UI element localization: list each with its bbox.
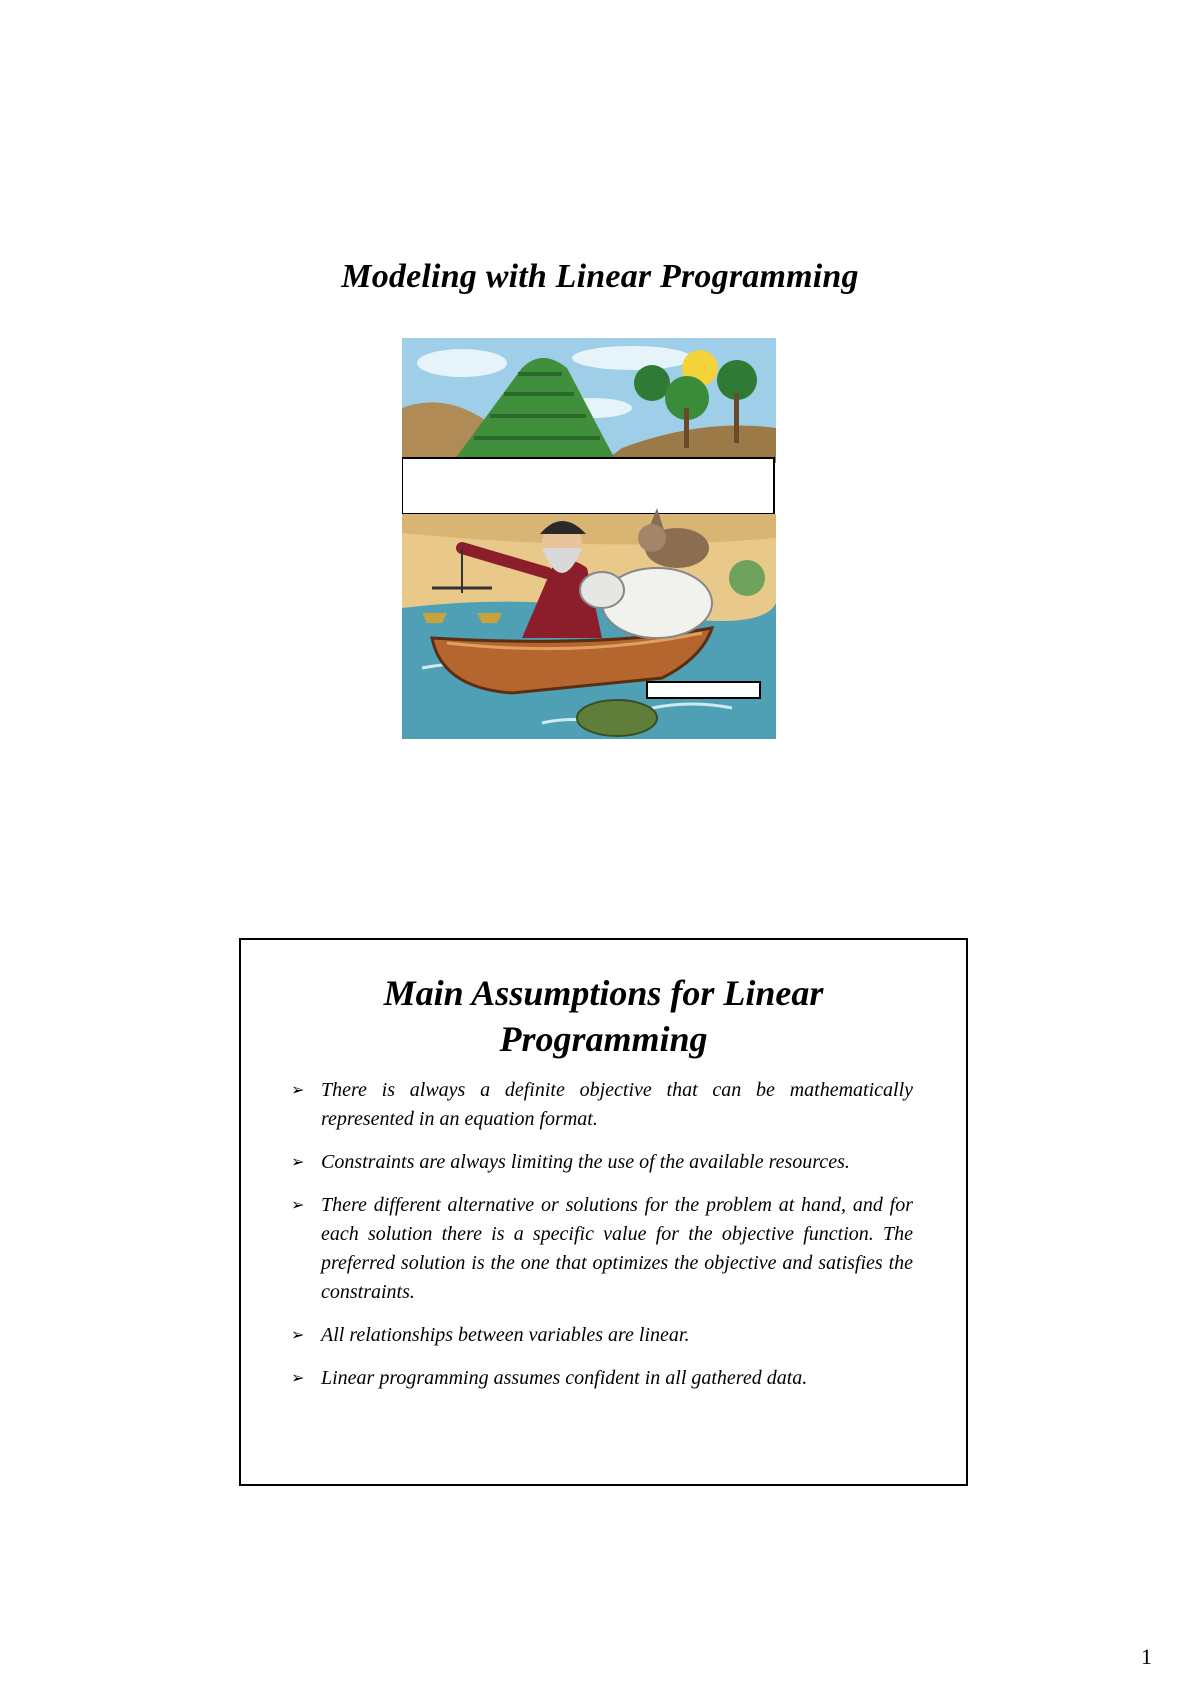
list-item-text: There different alternative or solutions for the problem at hand, and for each solution there is a specific value for the objective function. The preferred solution is the one that optimizes the objective and satisfies the constraints.	[321, 1194, 913, 1303]
arrow-bullet-icon: ➢	[291, 1370, 305, 1387]
page-number: 1	[1141, 1644, 1152, 1669]
assumptions-title-line-1: Main Assumptions for Linear	[383, 973, 824, 1013]
list-item	[291, 1191, 913, 1307]
assumptions-title-line-2: Programming	[499, 1019, 708, 1059]
assumptions-title	[241, 970, 966, 1062]
assumptions-list	[291, 1076, 913, 1407]
list-item	[291, 1321, 913, 1350]
list-item-text: All relationships between variables are linear.	[321, 1324, 690, 1346]
list-item	[291, 1076, 913, 1134]
arrow-bullet-icon: ➢	[291, 1197, 305, 1214]
cartoon-illustration	[402, 338, 776, 739]
list-item-text: Constraints are always limiting the use of the available resources.	[321, 1151, 850, 1173]
list-item	[291, 1148, 913, 1177]
arrow-bullet-icon: ➢	[291, 1082, 305, 1099]
list-item-text: Linear programming assumes confident in all gathered data.	[321, 1367, 808, 1389]
arrow-bullet-icon: ➢	[291, 1327, 305, 1344]
list-item-text: There is always a definite objective that can be mathematically represented in an equation format.	[321, 1079, 913, 1130]
arrow-bullet-icon: ➢	[291, 1154, 305, 1171]
assumptions-slide	[239, 938, 968, 1486]
slide-title: Modeling with Linear Programming	[341, 258, 859, 295]
list-item	[291, 1364, 913, 1393]
